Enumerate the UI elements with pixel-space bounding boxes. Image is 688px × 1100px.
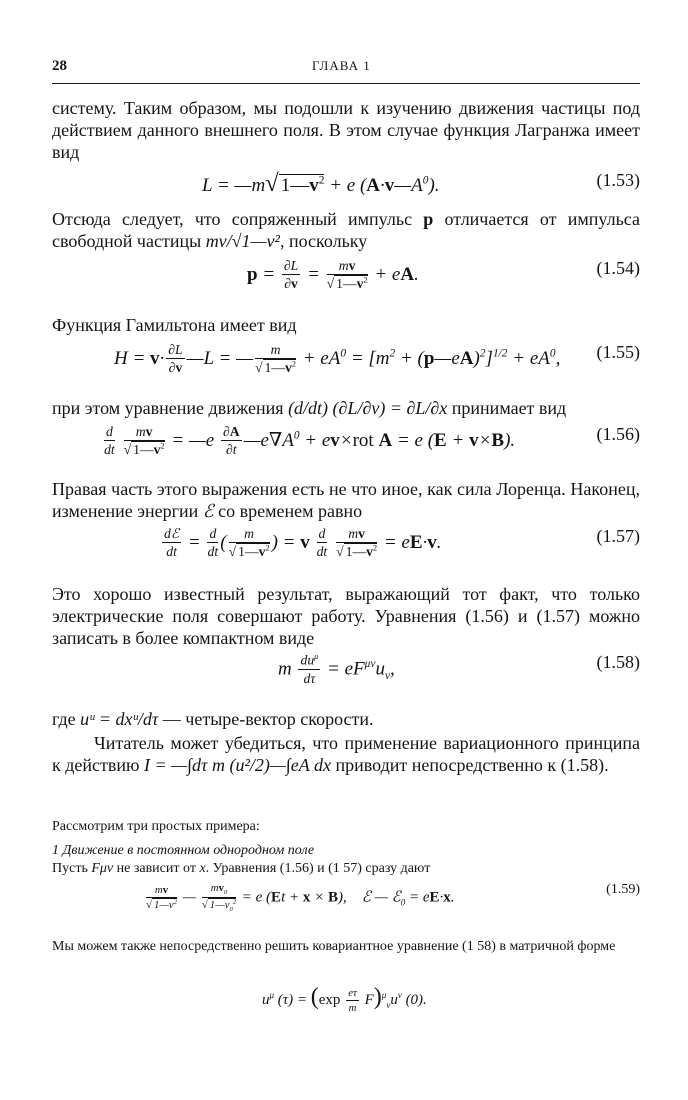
equation-1-55: H = v· $\frac{\partial L}{\partial v}$ —L = — $\frac{m}{√ 1—v^2}$ + $eA^0 = [m^2$ + (p—eA)$^2$]$^{1/2}$ + $eA^0$, (1.55) (114, 342, 640, 376)
equation-number: (1.53) (596, 170, 640, 190)
equation-number: (1.59) (606, 882, 640, 897)
example-1-text: Пусть Fμν не зависит от x. Уравнения (1.56) и (1 57) сразу дают (52, 861, 431, 876)
example-1-heading: 1 Движение в постоянном однородном поле (52, 843, 315, 858)
paragraph-variational: Читатель может убедиться, что применение вариационного принципа к действию I = —∫dτ m (u²/2)—∫eA dx приводит непосредственно к (1.58). (52, 733, 640, 775)
paragraph-hamiltonian: Функция Гамильтона имеет вид (52, 315, 297, 335)
equation-number: (1.58) (596, 652, 640, 672)
equation-1-53: L = —m√ $1—v^2 + e$ $(A\cdot v—A^0)$. (1.53) (202, 170, 640, 197)
equation-matrix-solution: $u^\mu$ (τ) = (exp $\frac{e\tau}{m}$ $F)^\mu_\nu u^\nu$ (0). (262, 984, 427, 1014)
equation-1-57: $\frac{\text{dℰ}}{dt}$ = $\frac{d}{dt}$ ( $\frac{m}{√ 1—v^2}$ ) = v $\frac{d}{dt}$ $\frac{mv}{√ 1—v^2}$ = eE·v. (1.57) (164, 526, 640, 560)
paragraph-equation-motion: при этом уравнение движения (d/dt) (∂L/∂v) = ∂L/∂x принимает вид (52, 398, 567, 418)
equation-1-56: $\frac{d}{dt}$ $\frac{mv}{√ 1—v^2}$ = —e $\frac{\partial A}{\partial t}$ $—e\nabla A^0 + ev\times rot$ A = e (E + v×B). (1.56) (104, 424, 640, 458)
equation-1-54: p = $\frac{\partial L}{\partial v}$ = $\frac{mv}{√ 1—v^2}$ + eA. (1.54) (247, 258, 640, 292)
paragraph-lorentz: Правая часть этого выражения есть не что иное, как сила Лоренца. Наконец, изменение энергии ℰ со временем равно (52, 479, 640, 521)
equation-number: (1.56) (596, 424, 640, 444)
header-rule (52, 83, 640, 84)
paragraph-result: Это хорошо известный результат, выражающий тот факт, что только электрические поля совершают работу. Уравнения (1.56) и (1.57) можно записать в более компактном виде (52, 584, 640, 648)
chapter-header: ГЛАВА 1 (312, 58, 371, 73)
equation-1-58: m $\frac{du^\mu}{d\tau}$ = $eF^{\mu\nu}u_\nu$, (1.58) (278, 652, 640, 686)
equation-1-59: $\frac{mv}{√ 1—v^2}$ — $\frac{mv_0}{√ 1—v_0^2}$ = e (Et + x × B), ℰ — ℰ$_0$ = eE·x. (1.59) (146, 882, 640, 914)
equation-number: (1.54) (596, 258, 640, 278)
equation-number: (1.57) (596, 526, 640, 546)
equation-number: (1.55) (596, 342, 640, 362)
paragraph-matrix-form: Мы можем также непосредственно решить ковариантное уравнение (1 58) в матричной форме (52, 939, 616, 954)
paragraph-four-velocity: где uᵘ = dxᵘ/dτ — четыре-вектор скорости. (52, 709, 374, 729)
paragraph-momentum: Отсюда следует, что сопряженный импульс p отличается от импульса свободной частицы mv/√1—v², поскольку (52, 209, 641, 251)
examples-intro: Рассмотрим три простых примера: (52, 819, 260, 834)
paragraph-intro: систему. Таким образом, мы подошли к изучению движения частицы под действием данного внешнего поля. В этом случае функция Лагранжа имеет вид (52, 98, 640, 162)
page-number: 28 (52, 58, 67, 74)
